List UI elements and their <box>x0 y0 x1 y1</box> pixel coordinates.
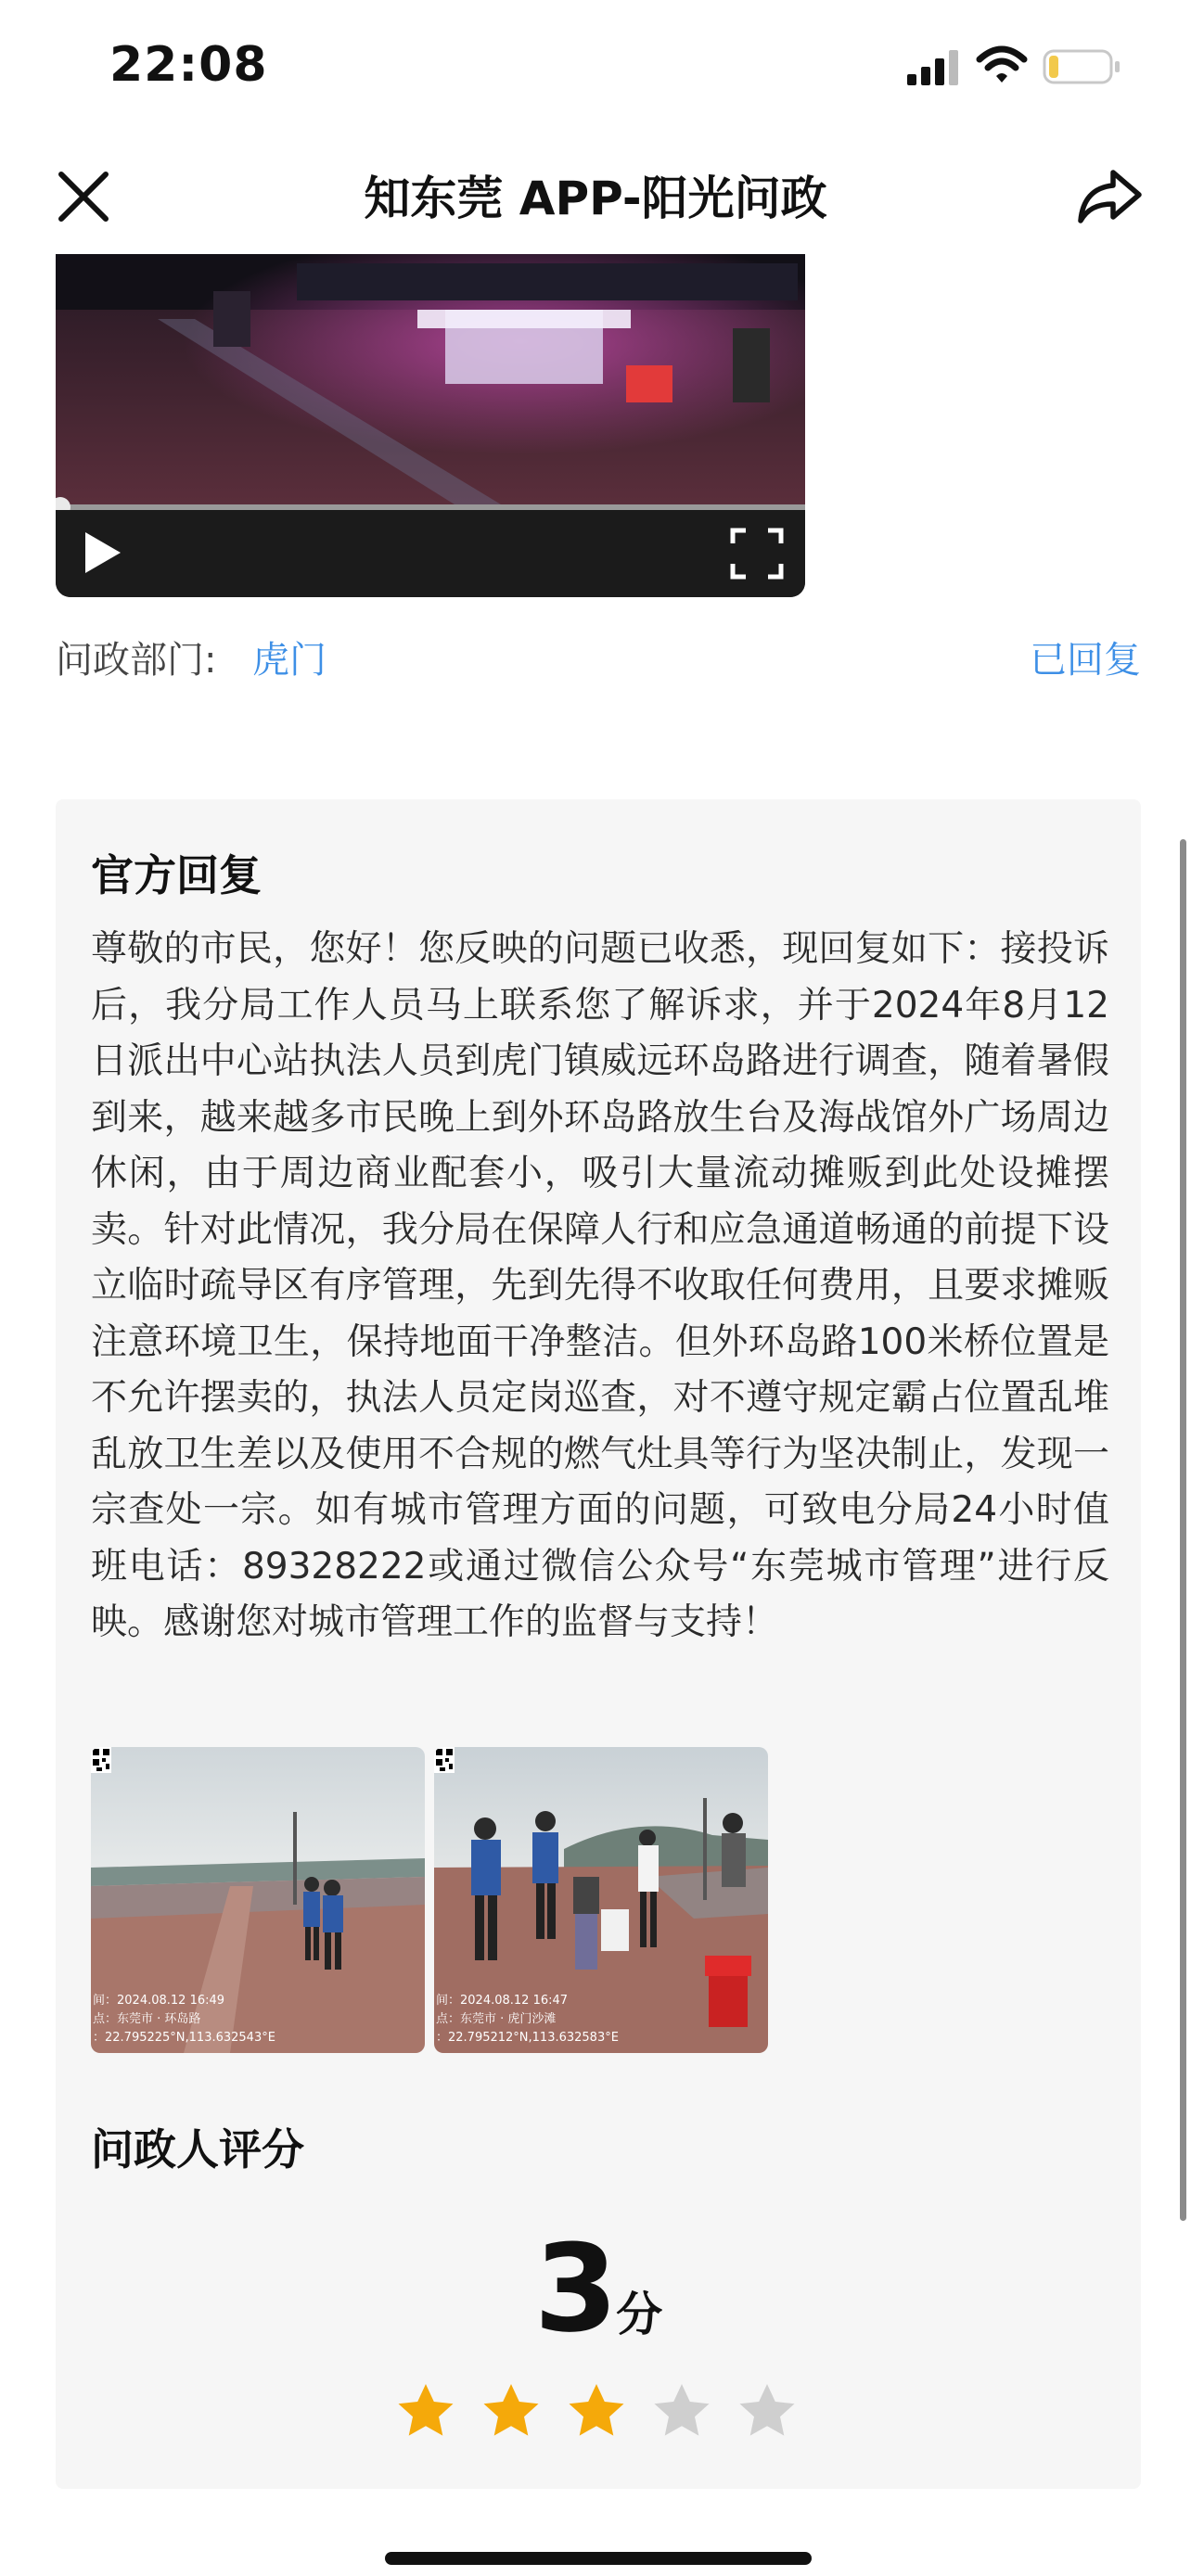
reply-photo-1[interactable] <box>91 1747 425 2053</box>
photo-caption-coords: ：22.795212°N,113.632583°E <box>436 2031 619 2045</box>
signal-icon <box>907 48 961 85</box>
qr-code-icon <box>91 1747 111 1786</box>
video-controls <box>56 510 805 597</box>
star-icon <box>395 2381 456 2442</box>
rating-score <box>56 2218 1141 2359</box>
home-indicator[interactable] <box>385 2552 812 2565</box>
video-frame <box>56 254 805 504</box>
official-reply-card <box>56 799 1141 2489</box>
photo-caption-time: 间：2024.08.12 16:49 <box>93 1994 225 2008</box>
star-icon <box>651 2381 712 2442</box>
star-icon <box>480 2381 542 2442</box>
share-icon[interactable] <box>1076 163 1145 228</box>
video-player[interactable] <box>56 254 805 597</box>
star-icon <box>736 2381 798 2442</box>
reply-status-badge: 已回复 <box>1030 639 1141 682</box>
scrollbar[interactable] <box>1180 839 1186 2221</box>
dept-link[interactable]: 虎门 <box>252 639 327 682</box>
page-title: 知东莞 APP-阳光问政 <box>364 172 827 225</box>
status-time: 22:08 <box>109 37 268 93</box>
score-unit: 分 <box>616 2288 663 2341</box>
dept-label: 问政部门: <box>56 639 217 682</box>
photo-caption-coords: ：22.795225°N,113.632543°E <box>93 2031 275 2045</box>
star-icon <box>566 2381 627 2442</box>
reply-photo-2[interactable] <box>434 1747 768 2053</box>
reply-text: 尊敬的市民，您好！您反映的问题已收悉，现回复如下：接投诉后，我分局工作人员马上联系您了解诉求，并于2024年8月12日派出中心站执法人员到虎门镇威远环岛路进行调查，随着暑假到来，越来越多市民晚上到外环岛路放生台及海战馆外广场周边休闲，由于周边商业配套小，吸引大量流动摊贩到此处设摊摆卖。针对此情况，我分局在保障人行和应急通道畅通的前提下设立临时疏导区有序管理，先到先得不收取任何费用，且要求摊贩注意环境卫生，保持地面干净整洁。但外环岛路100米桥位置是不允许摆卖的，执法人员定岗巡查，对不遵守规定霸占位置乱堆乱放卫生差以及使用不合规的燃气灶具等行为坚决制止，发现一宗查处一宗。如有城市管理方面的问题，可致电分局24小时值班电话：89328222或通过微信公众号“东莞城市管理”进行反映。感谢您对城市管理工作的监督与支持！ <box>91 928 1109 1643</box>
status-bar <box>0 0 1191 139</box>
wifi-icon <box>976 45 1028 85</box>
reply-title: 官方回复 <box>91 850 262 900</box>
photo-caption-place: 点：东莞市 · 环岛路 <box>93 2012 201 2026</box>
play-icon[interactable] <box>78 527 126 579</box>
nav-bar <box>0 139 1191 250</box>
dept-row <box>56 631 1141 686</box>
photo-caption-place: 点：东莞市 · 虎门沙滩 <box>436 2012 557 2026</box>
score-value: 3 <box>533 2218 617 2359</box>
fullscreen-icon[interactable] <box>729 527 785 580</box>
rating-stars <box>395 2381 813 2446</box>
qr-code-icon <box>434 1747 455 1786</box>
photo-caption-time: 间：2024.08.12 16:47 <box>436 1994 569 2008</box>
battery-icon <box>1043 48 1122 85</box>
rating-title: 问政人评分 <box>91 2124 304 2174</box>
